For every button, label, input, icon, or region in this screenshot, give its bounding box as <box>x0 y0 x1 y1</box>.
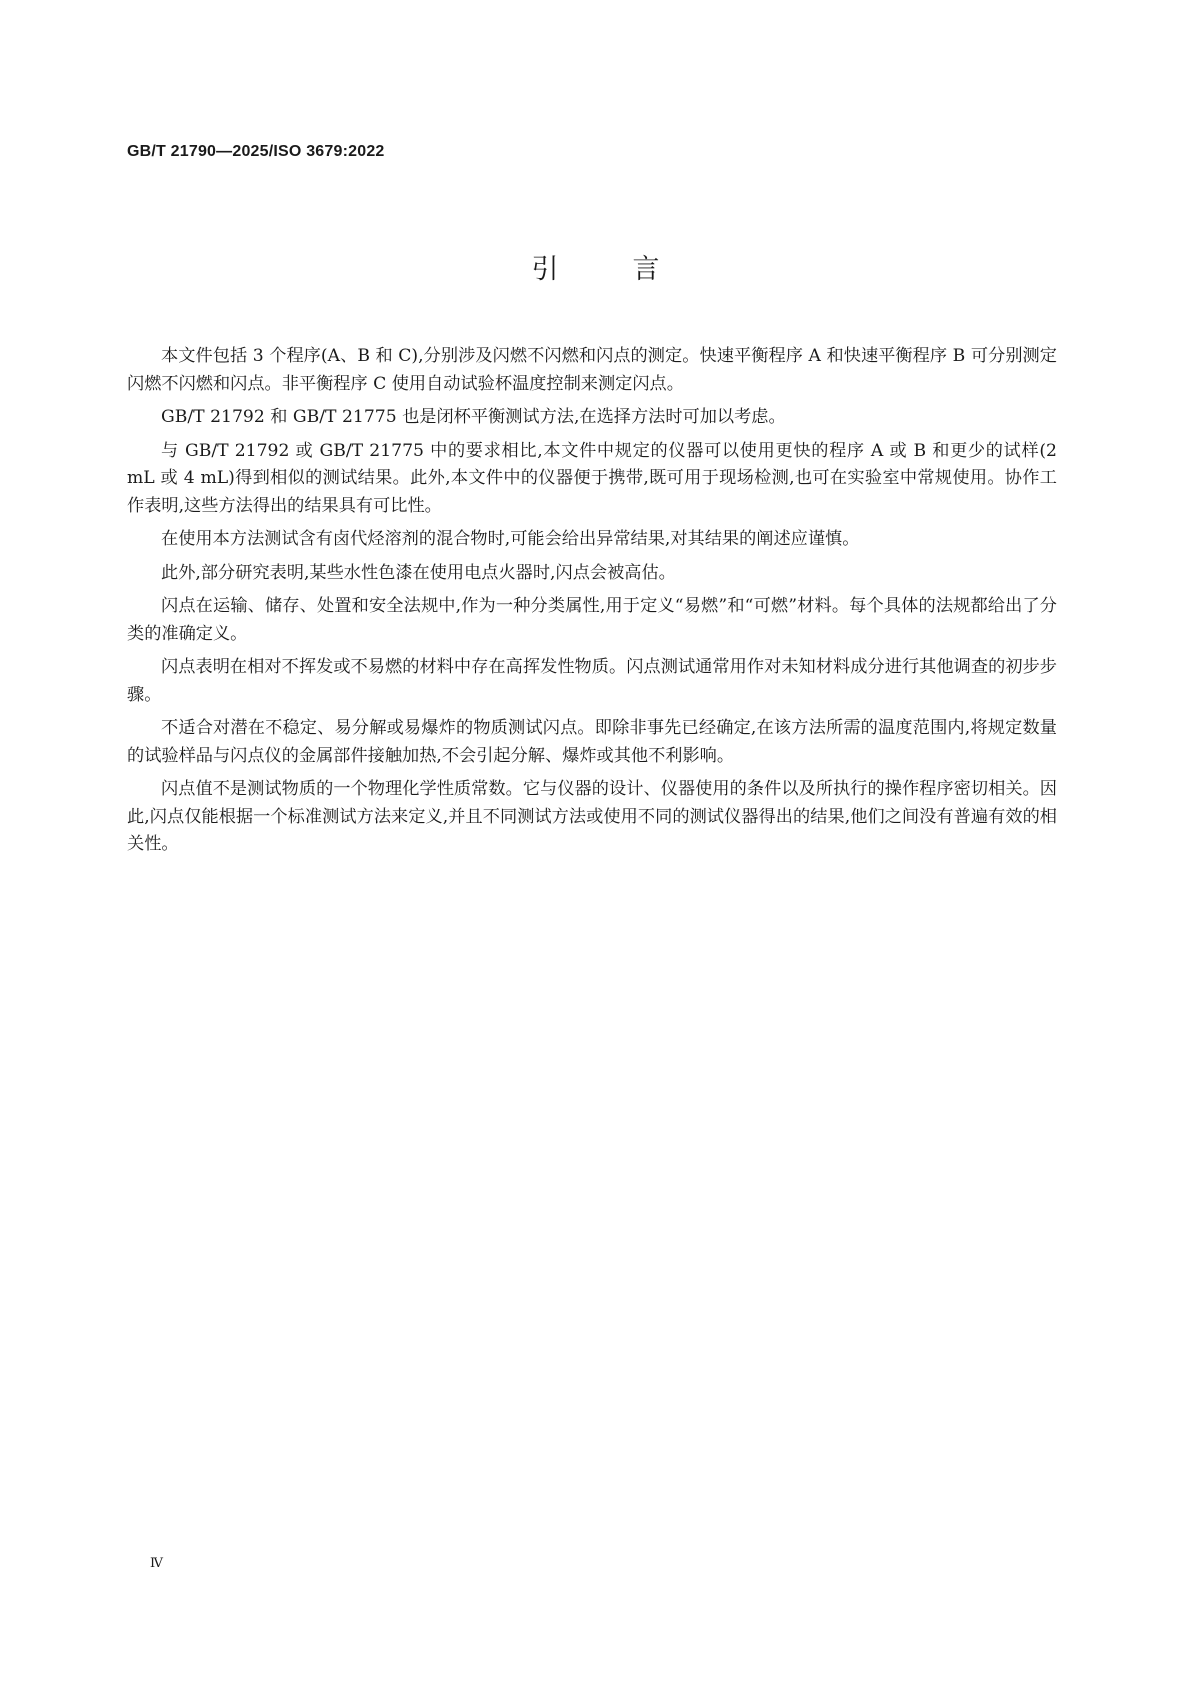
paragraph: 此外,部分研究表明,某些水性色漆在使用电点火器时,闪点会被高估。 <box>161 562 676 583</box>
page-number: Ⅳ <box>150 1555 163 1570</box>
page-title <box>0 247 1191 286</box>
paragraph: 在使用本方法测试含有卤代烃溶剂的混合物时,可能会给出异常结果,对其结果的阐述应谨慎。 <box>161 529 860 549</box>
introduction-body <box>127 343 1057 865</box>
standard-number-header: GB/T 21790—2025/ISO 3679:2022 <box>127 143 385 160</box>
paragraph: 闪点表明在相对不挥发或不易燃的材料中存在高挥发性物质。闪点测试通常用作对未知材料成分进行其他调查的初步步骤。 <box>127 657 1057 705</box>
paragraph: 本文件包括 3 个程序(A、B 和 C),分别涉及闪燃不闪燃和闪点的测定。快速平衡程序 A 和快速平衡程序 B 可分别测定闪燃不闪燃和闪点。非平衡程序 C 使用自动试验杯温度控制来测定闪点。 <box>127 346 1057 394</box>
paragraph: 不适合对潜在不稳定、易分解或易爆炸的物质测试闪点。即除非事先已经确定,在该方法所需的温度范围内,将规定数量的试验样品与闪点仪的金属部件接触加热,不会引起分解、爆炸或其他不利影响。 <box>127 718 1057 766</box>
title-char-1: 引 <box>531 254 559 285</box>
title-char-2: 言 <box>632 254 660 285</box>
paragraph: 闪点值不是测试物质的一个物理化学性质常数。它与仪器的设计、仪器使用的条件以及所执行的操作程序密切相关。因此,闪点仅能根据一个标准测试方法来定义,并且不同测试方法或使用不同的测试仪器得出的结果,他们之间没有普遍有效的相关性。 <box>127 779 1057 854</box>
paragraph: 与 GB/T 21792 或 GB/T 21775 中的要求相比,本文件中规定的仪器可以使用更快的程序 A 或 B 和更少的试样(2 mL 或 4 mL)得到相似的测试结果。此外,本文件中的仪器便于携带,既可用于现场检测,也可在实验室中常规使用。协作工作表明,这些方法得出的结果具有可比性。 <box>127 440 1057 516</box>
paragraph: GB/T 21792 和 GB/T 21775 也是闭杯平衡测试方法,在选择方法时可加以考虑。 <box>161 407 786 427</box>
paragraph: 闪点在运输、储存、处置和安全法规中,作为一种分类属性,用于定义“易燃”和“可燃”材料。每个具体的法规都给出了分类的准确定义。 <box>127 596 1057 644</box>
